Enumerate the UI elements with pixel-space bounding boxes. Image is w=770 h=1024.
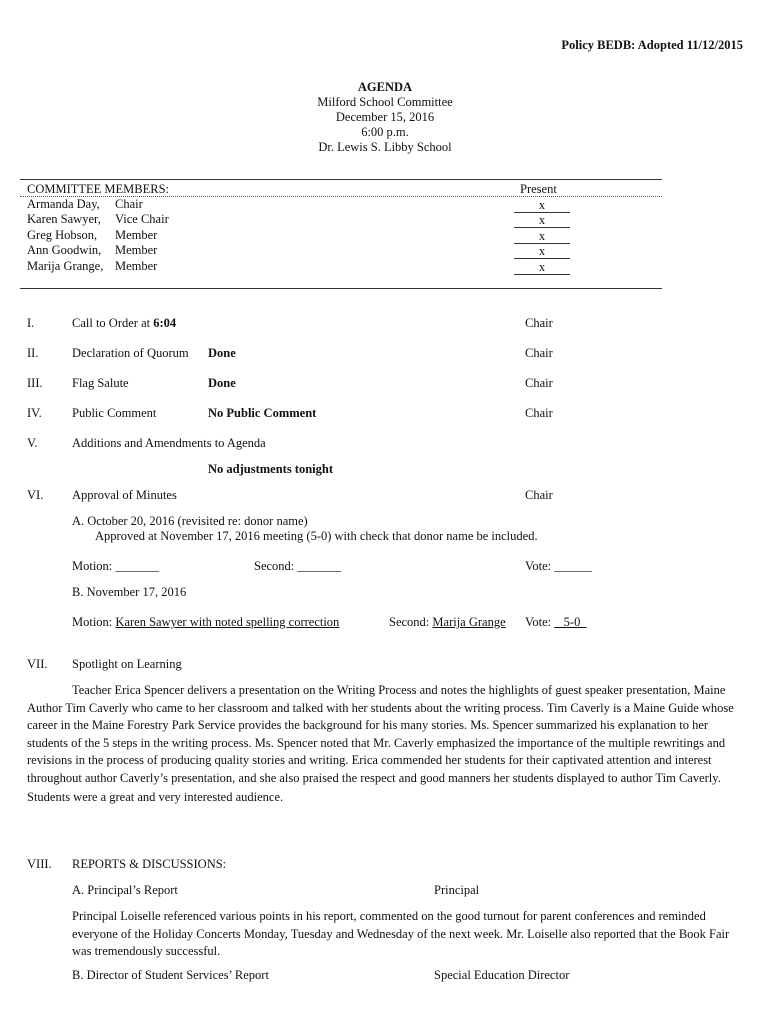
- motion-maker: Karen Sawyer with noted spelling correction: [115, 615, 340, 629]
- policy-reference: Policy BEDB: Adopted 11/12/2015: [561, 38, 743, 52]
- meeting-time: 6:00 p.m.: [361, 125, 409, 139]
- spotlight-closing: Students were a great and very interested audience.: [27, 790, 284, 804]
- meeting-date: December 15, 2016: [335, 110, 435, 124]
- member-name: Greg Hobson,: [27, 228, 98, 242]
- member-role: Member: [115, 243, 158, 257]
- meeting-location: Dr. Lewis S. Libby School: [318, 140, 452, 154]
- committee-name: Milford School Committee: [317, 95, 453, 109]
- item-number: II.: [27, 346, 39, 360]
- item-owner: Chair: [525, 376, 553, 390]
- member-name: Ann Goodwin,: [27, 243, 102, 257]
- item-number: VII.: [27, 657, 48, 671]
- item-label: Spotlight on Learning: [72, 657, 182, 671]
- minutes-b-vote: Vote: 5-0: [525, 615, 587, 629]
- minutes-a-second: Second: _______: [254, 559, 342, 573]
- report-b-owner: Special Education Director: [434, 968, 570, 982]
- member-name: Marija Grange,: [27, 259, 104, 273]
- item-status: Done: [208, 346, 236, 360]
- present-mark: x: [514, 260, 570, 275]
- call-to-order-time: 6:04: [153, 316, 177, 330]
- spotlight-paragraph: Teacher Erica Spencer delivers a presentation on the Writing Process and notes the highlights of guest speaker presentation, Maine Author Tim Caverly who came to her classroom and talked with her students about the writing process. Tim Caverly is a Maine Guide whose career in the Maine Forestry Park Service provides the background for his many stories. Ms. Spencer summarized his explanation to her students of the 5 steps in the writing process. Ms. Spencer noted that Mr. Caverly emphasized the importance of the multiple rewritings and revisions in the process of producing quality stories and writing. Erica commended her students for their captivated attention and interest throughout author Caverly’s presentation, and she also praised the respect and good manners her students displayed to author Tim Caverly.: [27, 683, 734, 785]
- item-number: I.: [27, 316, 35, 330]
- item-number: IV.: [27, 406, 42, 420]
- item-status: Done: [208, 376, 236, 390]
- minutes-a-note: Approved at November 17, 2016 meeting (5-0) with check that donor name be included.: [95, 529, 538, 543]
- item-status: No adjustments tonight: [208, 462, 334, 476]
- item-label: Flag Salute: [72, 376, 129, 390]
- minutes-a-title: A. October 20, 2016 (revisited re: donor name): [72, 514, 308, 528]
- item-status: No Public Comment: [208, 406, 317, 420]
- item-label: Declaration of Quorum: [72, 346, 189, 360]
- item-number: VIII.: [27, 857, 52, 871]
- minutes-a-motion: Motion: _______: [72, 559, 160, 573]
- member-role: Vice Chair: [115, 212, 169, 226]
- item-owner: Chair: [525, 406, 553, 420]
- present-label: Present: [520, 182, 557, 196]
- report-a-text: Principal Loiselle referenced various points in his report, commented on the good turnout for parent conferences and reminded everyone of the Holiday Concerts Monday, Tuesday and Wednesday of the next week. Mr. Loiselle also reported that the Book Fair was tremendously successful.: [72, 909, 730, 958]
- report-a-owner: Principal: [434, 883, 480, 897]
- report-a-title: A. Principal’s Report: [72, 883, 178, 897]
- agenda-title: AGENDA: [357, 80, 413, 94]
- item-label: REPORTS & DISCUSSIONS:: [72, 857, 227, 871]
- minutes-b-motion: Motion: Karen Sawyer with noted spelling correction: [72, 615, 340, 629]
- divider-bottom: [20, 288, 662, 289]
- minutes-b-title: B. November 17, 2016: [72, 585, 187, 599]
- member-name: Armanda Day,: [27, 197, 100, 211]
- minutes-a-vote: Vote: ______: [525, 559, 592, 573]
- item-label: Public Comment: [72, 406, 157, 420]
- item-owner: Chair: [525, 488, 553, 502]
- item-label: Call to Order at 6:04: [72, 316, 177, 330]
- item-number: V.: [27, 436, 38, 450]
- item-owner: Chair: [525, 316, 553, 330]
- vote-result: 5-0: [554, 615, 587, 629]
- members-heading: COMMITTEE MEMBERS:: [27, 182, 170, 196]
- member-name: Karen Sawyer,: [27, 212, 101, 226]
- member-role: Member: [115, 228, 158, 242]
- report-b-title: B. Director of Student Services’ Report: [72, 968, 269, 982]
- present-mark: x: [514, 244, 570, 259]
- item-label: Additions and Amendments to Agenda: [72, 436, 266, 450]
- item-owner: Chair: [525, 346, 553, 360]
- divider-top: [20, 179, 662, 180]
- present-mark: x: [514, 213, 570, 228]
- minutes-b-second: Second: Marija Grange: [389, 615, 506, 629]
- item-label: Approval of Minutes: [72, 488, 177, 502]
- second-maker: Marija Grange: [432, 615, 506, 629]
- item-number: III.: [27, 376, 43, 390]
- present-mark: x: [514, 229, 570, 244]
- item-number: VI.: [27, 488, 44, 502]
- member-role: Member: [115, 259, 158, 273]
- member-role: Chair: [115, 197, 143, 211]
- present-mark: x: [514, 198, 570, 213]
